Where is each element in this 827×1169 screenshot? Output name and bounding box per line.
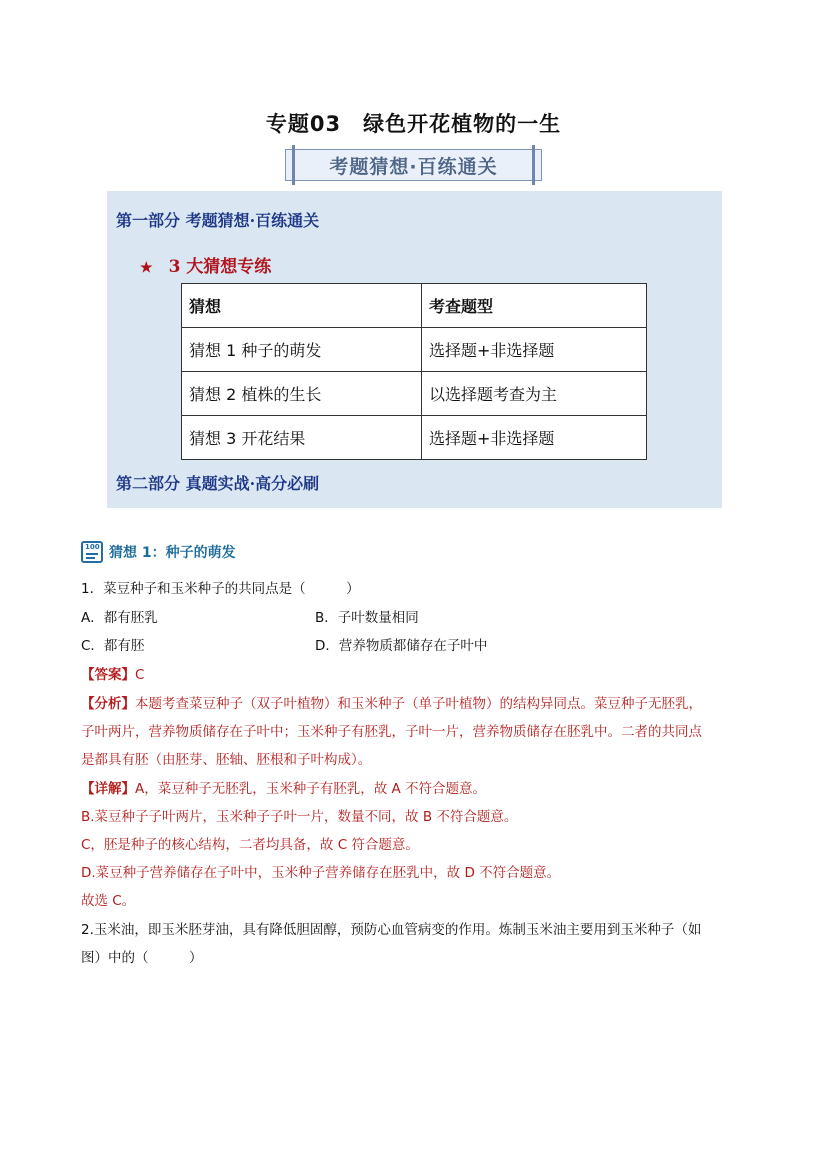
- answer-line: [81, 663, 144, 683]
- analysis-line: 是都具有胚（由胚芽、胚轴、胚根和子叶构成）。: [81, 752, 372, 768]
- table-row: [182, 372, 647, 416]
- table-header-cell: 考查题型: [422, 284, 647, 328]
- guess-summary-label: 3 大猜想专练: [168, 257, 272, 277]
- star-icon: ★: [140, 260, 153, 276]
- table-header-row: [182, 284, 647, 328]
- part-one-heading: 第一部分 考题猜想·百练通关: [116, 211, 320, 230]
- guess-table: [181, 283, 647, 460]
- detail-line: D.菜豆种子营养储存在子叶中，玉米种子营养储存在胚乳中，故 D 不符合题意。: [81, 865, 561, 881]
- section-heading: [81, 541, 236, 563]
- question-1-stem: 1．菜豆种子和玉米种子的共同点是（ ）: [81, 581, 360, 597]
- question-2-stem: 2.玉米油，即玉米胚芽油，具有降低胆固醇，预防心血管病变的作用。炼制玉米油主要用到玉米种子（如: [81, 922, 702, 938]
- analysis-tag: 【分析】: [81, 696, 135, 712]
- banner-text: 考题猜想·百练通关: [329, 155, 498, 178]
- table-row: [182, 328, 647, 372]
- analysis-line: [81, 692, 702, 712]
- table-cell: 猜想 1 种子的萌发: [182, 328, 422, 372]
- table-cell: 选择题+非选择题: [422, 416, 647, 460]
- table-row: [182, 416, 647, 460]
- answer-value: C: [135, 667, 145, 683]
- answer-tag: 【答案】: [81, 667, 135, 683]
- detail-line: 故选 C。: [81, 893, 136, 909]
- table-cell: 选择题+非选择题: [422, 328, 647, 372]
- detail-line: [81, 777, 486, 797]
- score-icon-text: 100: [85, 543, 100, 551]
- analysis-text: 本题考查菜豆种子（双子叶植物）和玉米种子（单子叶植物）的结构异同点。菜豆种子无胚乳，: [135, 696, 702, 712]
- part-two-heading: 第二部分 真题实战·高分必刷: [116, 474, 320, 493]
- option-c: C．都有胚: [81, 638, 145, 654]
- analysis-line: 子叶两片，营养物质储存在子叶中；玉米种子有胚乳，子叶一片，营养物质储存在胚乳中。二者的共同点: [81, 724, 702, 740]
- table-cell: 以选择题考查为主: [422, 372, 647, 416]
- guess-summary-heading: [140, 252, 271, 277]
- option-a: A．都有胚乳: [81, 610, 158, 626]
- table-header-cell: 猜想: [182, 284, 422, 328]
- section-label: 猜想 1：种子的萌发: [109, 545, 236, 561]
- table-cell: 猜想 3 开花结果: [182, 416, 422, 460]
- option-b: B．子叶数量相同: [315, 610, 419, 626]
- page-title: 专题03 绿色开花植物的一生: [265, 112, 562, 136]
- option-d: D．营养物质都储存在子叶中: [315, 638, 488, 654]
- detail-tag: 【详解】: [81, 781, 135, 797]
- table-cell: 猜想 2 植株的生长: [182, 372, 422, 416]
- detail-line: C，胚是种子的核心结构，二者均具备，故 C 符合题意。: [81, 837, 419, 853]
- detail-line: B.菜豆种子子叶两片，玉米种子子叶一片，数量不同，故 B 不符合题意。: [81, 809, 518, 825]
- question-2-stem-cont: 图）中的（ ）: [81, 950, 203, 966]
- banner: [285, 149, 542, 181]
- score-sheet-icon: [81, 541, 103, 563]
- detail-text: A，菜豆种子无胚乳，玉米种子有胚乳，故 A 不符合题意。: [135, 781, 487, 797]
